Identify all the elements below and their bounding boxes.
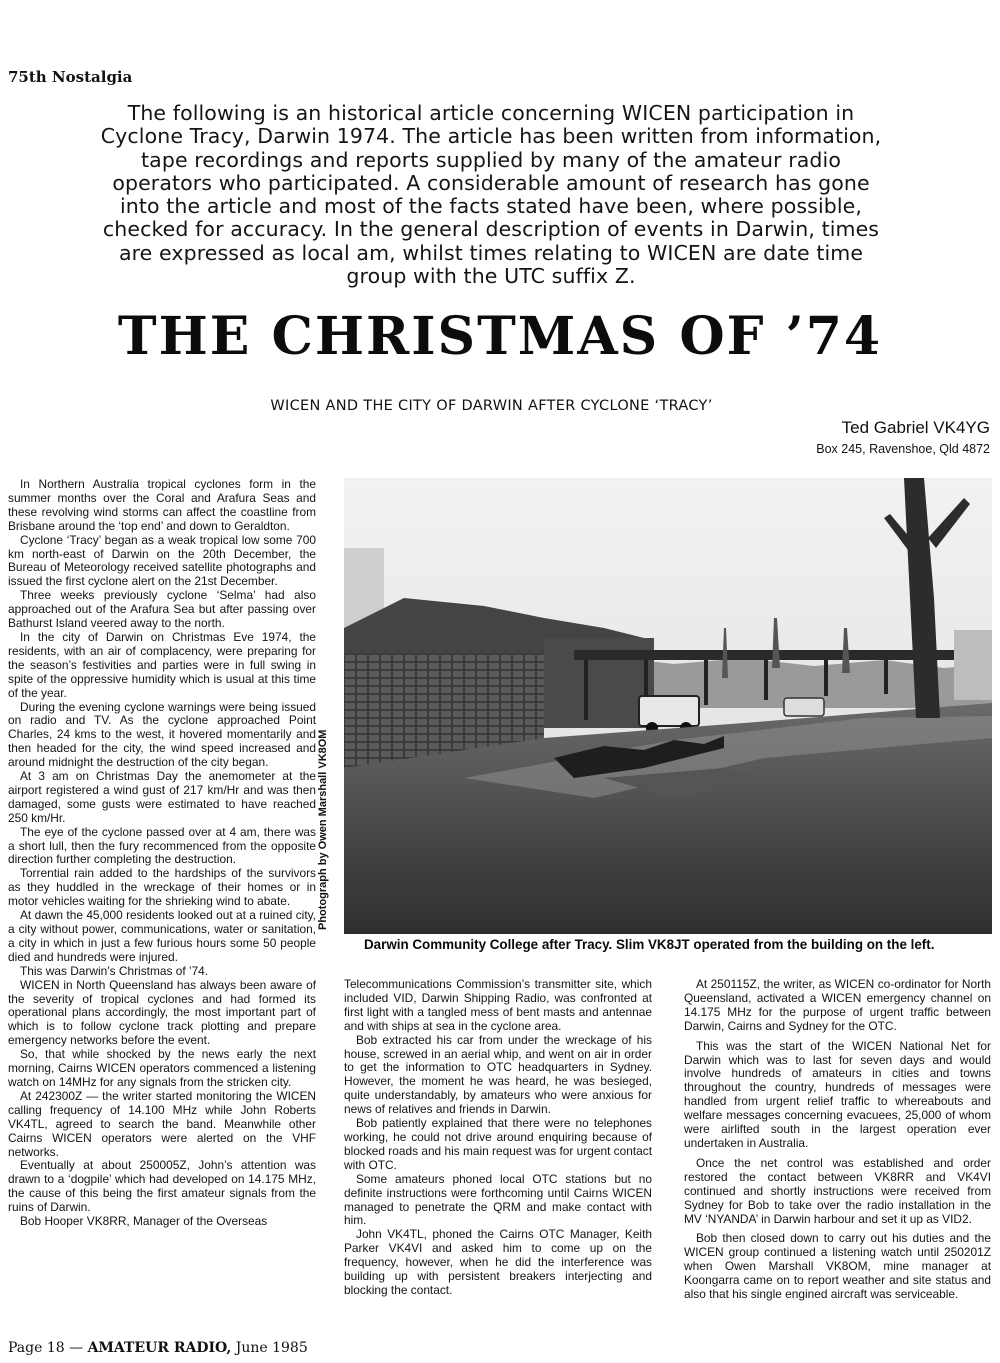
paragraph: So, that while shocked by the news early the next morning, Cairns WICEN operators commenced a listening watch on 14MHz for any signals from the stricken city. [8, 1047, 316, 1089]
paragraph: During the evening cyclone warnings were being issued on radio and TV. As the cyclone approached Point Charles, 24 kms to the west, it hovered momentarily and then headed for the city, the wind speed increased and around midnight the destruction of the city began. [8, 699, 316, 770]
magazine-name: AMATEUR RADIO, [87, 1340, 232, 1356]
page-number: Page 18 — [8, 1340, 88, 1356]
photo-credit: Photograph by Owen Marshall VK8OM [317, 729, 329, 930]
paragraph: WICEN in North Queensland has always been aware of the severity of tropical cyclones and had formed its operational plans accordingly, the most important part of which is to follow cyclone track plotting and prepare emergency networks before the event. [8, 977, 316, 1048]
author-name: Ted Gabriel VK4YG [841, 418, 990, 437]
paragraph: In the city of Darwin on Christmas Eve 1974, the residents, with an air of complacency, were preparing for the season’s festivities and parties were in full swing in spite of the oppressive humidity which is usual at this time of the year. [8, 629, 316, 700]
article-subtitle: WICEN AND THE CITY OF DARWIN AFTER CYCLONE ‘TRACY’ [270, 398, 713, 414]
paragraph: At 3 am on Christmas Day the anemometer at the airport registered a wind gust of 217 km/Hr and was then damaged, some gusts were estimated to have reached 250 km/Hr. [8, 769, 316, 825]
paragraph: This was Darwin’s Christmas of ’74. [20, 963, 209, 978]
paragraph: At dawn the 45,000 residents looked out at a ruined city, a city without power, communications, water or sanitation, a city in which in just a few furious hours some 50 people died and hundreds were injured. [8, 908, 316, 964]
article-title: THE CHRISTMAS OF ’74 [117, 306, 883, 367]
photo-caption: Darwin Community College after Tracy. Slim VK8JT operated from the building on the left. [364, 937, 935, 952]
paragraph: John VK4TL, phoned the Cairns OTC Manager, Keith Parker VK4VI and asked him to come up on the frequency, however, when he did the interference was building up with persistent breakers interjecting and blocking the contact. [344, 1227, 652, 1297]
paragraph: Cyclone ‘Tracy’ began as a weak tropical low some 700 km north-east of Darwin on the 20th December, the Bureau of Meteorology received satellite photographs and issued the first cyclone alert on the 21st December. [8, 532, 316, 589]
paragraph: Bob extracted his car from under the wreckage of his house, screwed in an aerial whip, and went on air in order to get the information to OTC headquarters in Sydney. However, the moment he was heard, he was besieged, quite understandably, by amateurs who were anxious for news of relatives and friends in Darwin. [344, 1032, 652, 1117]
paragraph: Bob Hooper VK8RR, Manager of the Overseas [20, 1214, 268, 1229]
paragraph: Three weeks previously cyclone ‘Selma’ had also approached out of the Arafura Sea but after passing over Bathurst Island veered away to the north. [8, 588, 316, 631]
intro-paragraph: The following is an historical article concerning WICEN participation in Cyclone Tracy, Darwin 1974. The article has been written from information, tape recordings and reports supplied by many of the amateur radio operators who participated. A considerable amount of research has gone into the article and most of the facts stated have been, where possible, checked for accuracy. In the general description of events in Darwin, times are expressed as local am, whilst times relating to WICEN are date time group with the UTC suffix Z. [100, 101, 882, 289]
page-footer [8, 1340, 308, 1356]
author-address: Box 245, Ravenshoe, Qld 4872 [816, 442, 990, 456]
paragraph: Torrential rain added to the hardships of the survivors as they huddled in the wreckage of their homes or in motor vehicles waiting for the shrieking wind to abate. [8, 866, 316, 909]
paragraph: At 242300Z — the writer started monitoring the WICEN calling frequency of 14.100 MHz while John Roberts VK4TL, agreed to search the band. Meanwhile other Cairns WICEN operators were alerted on the VHF networks. [8, 1088, 316, 1159]
paragraph: Bob then closed down to carry out his duties and the WICEN group continued a listening watch until 250201Z when Owen Marshall VK8OM, mine manager at Koongarra came on to report weather and site status and also that his single engined aircraft was serviceable. [684, 1231, 991, 1302]
column-2 [344, 978, 652, 1298]
paragraph: At 250115Z, the writer, as WICEN co-ordinator for North Queensland, activated a WICEN emergency channel on 14.175 MHz for the purpose of urgent traffic between Darwin, Cairns and Sydney for the OTC. [684, 977, 991, 1033]
paragraph: In Northern Australia tropical cyclones form in the summer months over the Coral and Arafura Seas and these revolving wind storms can affect the coastline from Brisbane around the ‘top end’ and down to Geraldton. [8, 477, 316, 533]
paragraph: The eye of the cyclone passed over at 4 am, there was a short lull, then the fury recommenced from the opposite direction further completing the destruction. [8, 824, 316, 867]
photo-illustration [344, 478, 992, 934]
paragraph: Telecommunications Commission’s transmitter site, which included VID, Darwin Shipping Radio, was confronted at first light with a tangled mess of bent masts and antennae and with ships at sea in the cyclone area. [344, 977, 652, 1033]
paragraph: Some amateurs phoned local OTC stations but no definite instructions were forthcoming until Cairns WICEN managed to penetrate the QRM and make contact with him. [344, 1171, 652, 1228]
article-photo [344, 478, 992, 934]
column-1 [8, 478, 316, 1229]
section-tag: 75th Nostalgia [8, 68, 133, 86]
paragraph: Eventually at about 250005Z, John’s attention was drawn to a ‘dogpile’ which had developed on 14.175 MHz, the cause of this being the first amateur signals from the ruins of Darwin. [8, 1158, 316, 1215]
paragraph: This was the start of the WICEN National Net for Darwin which was to last for seven days and would involve hundreds of amateurs in cities and towns throughout the country, hundreds of messages were handled from urgent relief traffic to whereabouts and welfare messages concerning evacuees, 25,000 of whom were airlifted south in the largest operation ever undertaken in Australia. [684, 1038, 991, 1150]
paragraph: Once the net control was established and order restored the contact between VK8RR and VK4VI continued and shortly instructions were received from Sydney for Bob to take over the radio installation in the MV ‘NYANDA’ in Darwin harbour and set it up as VID2. [684, 1155, 991, 1226]
paragraph: Bob patiently explained that there were no telephones working, he could not drive around enquiring because of blocked roads and his main request was for urgent contact with OTC. [344, 1116, 653, 1172]
issue-date: June 1985 [231, 1340, 308, 1356]
column-3 [684, 978, 991, 1308]
